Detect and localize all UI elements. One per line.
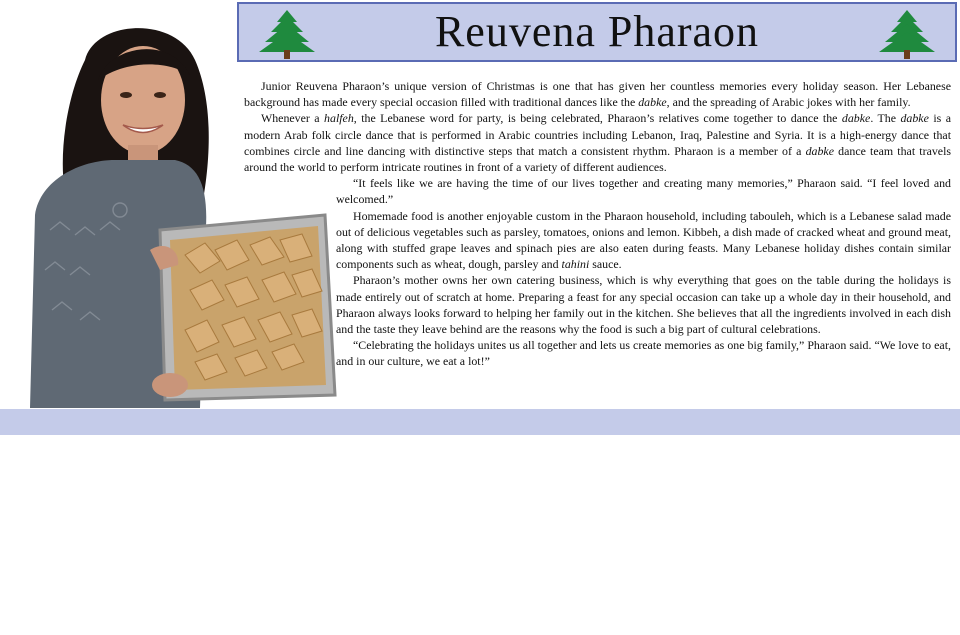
page-title: Reuvena Pharaon — [434, 7, 760, 56]
paragraph-6: “Celebrating the holidays unites us all together and lets us create memories as one big family,” Pharaon said. “We love to eat, and in our culture, we eat a lot!” — [336, 338, 951, 369]
paragraph-4: Homemade food is another enjoyable custom in the Pharaon household, including tabouleh, which is a Lebanese salad made out of delicious vegetables such as parsley, tomatoes, onions and lemon. Kibbeh, a dish made of cracked wheat and ground meat, along with stuffed grape leaves and spinach pies are also eaten during feasts. Many Lebanese holiday dishes contain similar components such as wheat, dough, parsley and tahini sauce. — [336, 208, 951, 272]
paragraph-5: Pharaon’s mother owns her own catering business, which is why everything that goes on the table during the holidays is made entirely out of scratch at home. Preparing a feast for any special occasion can take up a whole day in their household, and Pharaon always looks forward to helping her family out in the kitchen. She believes that all the ingredients involved in each dish and the taste they leave behind are the reasons why the food is such a big part of cultural celebrations. — [336, 273, 951, 337]
bottom-bar — [0, 409, 960, 435]
paragraph-1: Junior Reuvena Pharaon’s unique version of Christmas is one that has given her countless memories every holiday season. Her Lebanese background has made every special occasion filled with traditional dances like the dabke, and the spreading of Arabic jokes with her family. — [244, 79, 951, 110]
text-wrap-spacer — [244, 175, 336, 635]
title-banner — [237, 2, 957, 62]
paragraph-3: “It feels like we are having the time of our lives together and creating many memories,” Pharaon said. “I feel loved and welcomed.” — [336, 176, 951, 207]
cedar-tree-icon — [877, 8, 937, 60]
article-body — [244, 78, 951, 635]
paragraph-2: Whenever a halfeh, the Lebanese word for party, is being celebrated, Pharaon’s relatives come together to dance the dabke. The dabke is a modern Arab folk circle dance that is performed in Arabic countries including Lebanon, Iraq, Palestine and Syria. It is a high-energy dance that combines circle and line dancing with distinctive steps that match a consistent rhythm. Pharaon is a member of a dabke dance team that travels around the world to perform intricate routines in front of a variety of different audiences. — [244, 111, 952, 175]
